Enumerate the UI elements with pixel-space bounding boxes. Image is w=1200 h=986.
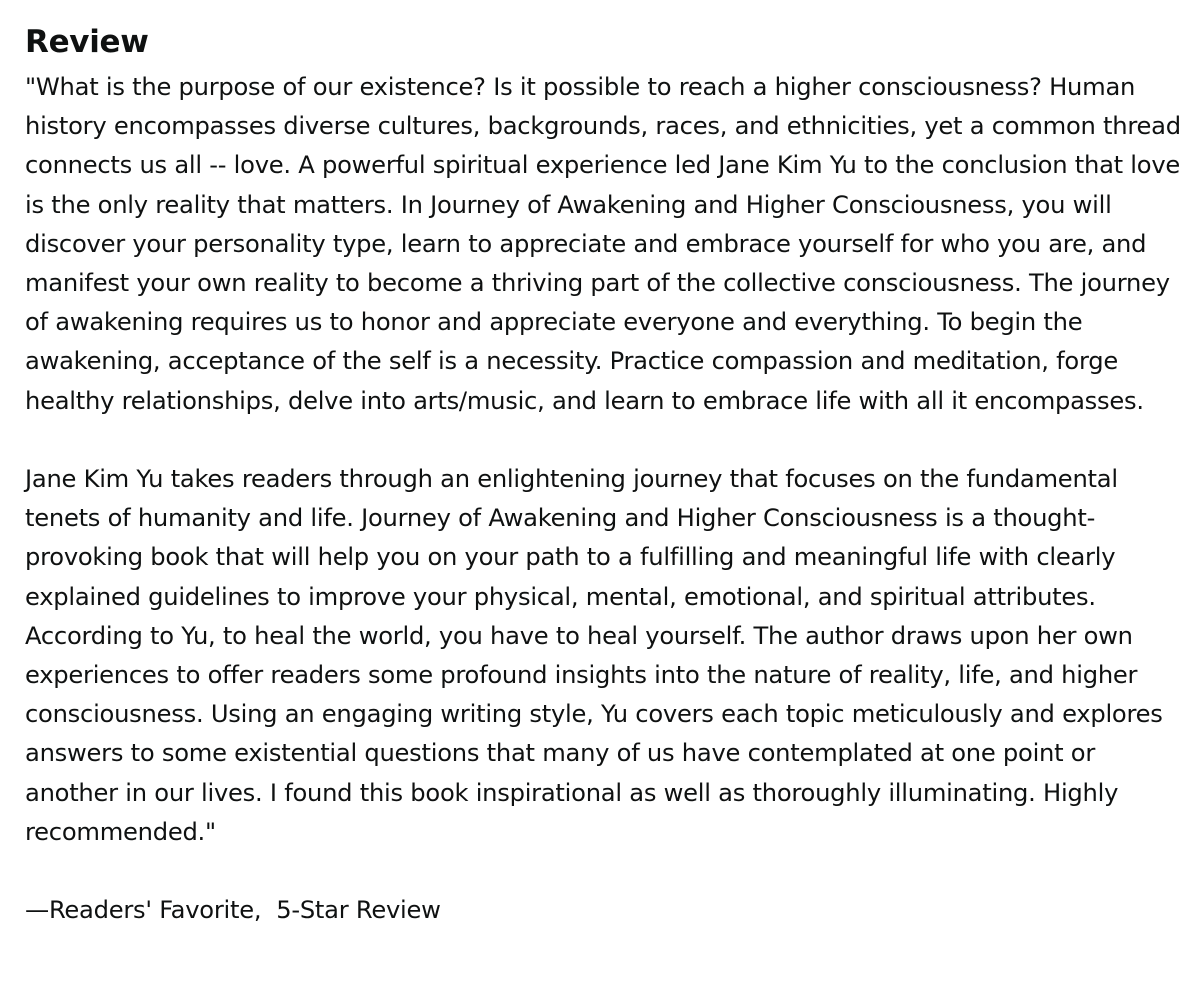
review-paragraph-2: Jane Kim Yu takes readers through an enlightening journey that focuses on the fundamental tenets of humanity and life. Journey of Awakening and Higher Consciousness is a thought-provoking book that will help you on your path to a fulfilling and meaningful life with clearly explained guidelines to improve your physical, mental, emotional, and spiritual attributes. According to Yu, to heal the world, you have to heal yourself. The author draws upon her own experiences to offer readers some profound insights into the nature of reality, life, and higher consciousness. Using an engaging writing style, Yu covers each topic meticulously and explores answers to some existential questions that many of us have contemplated at one point or another in our lives. I found this book inspirational as well as thoroughly illuminating. Highly recommended." bbox=[25, 465, 1163, 846]
review-body bbox=[25, 68, 1182, 930]
paragraph-spacer bbox=[25, 421, 1182, 460]
review-heading: Review bbox=[25, 24, 149, 60]
review-attribution: —Readers' Favorite, 5-Star Review bbox=[25, 896, 441, 925]
review-paragraph-1: "What is the purpose of our existence? Is it possible to reach a higher consciousness? Human history encompasses diverse cultures, backgrounds, races, and ethnicities, yet a common thread connects us all -- love. A powerful spiritual experience led Jane Kim Yu to the conclusion that love is the only reality that matters. In Journey of Awakening and Higher Consciousness, you will discover your personality type, learn to appreciate and embrace yourself for who you are, and manifest your own reality to become a thriving part of the collective consciousness. The journey of awakening requires us to honor and appreciate everyone and everything. To begin the awakening, acceptance of the self is a necessity. Practice compassion and meditation, forge healthy relationships, delve into arts/music, and learn to embrace life with all it encompasses. bbox=[25, 73, 1181, 415]
paragraph-spacer bbox=[25, 852, 1182, 891]
